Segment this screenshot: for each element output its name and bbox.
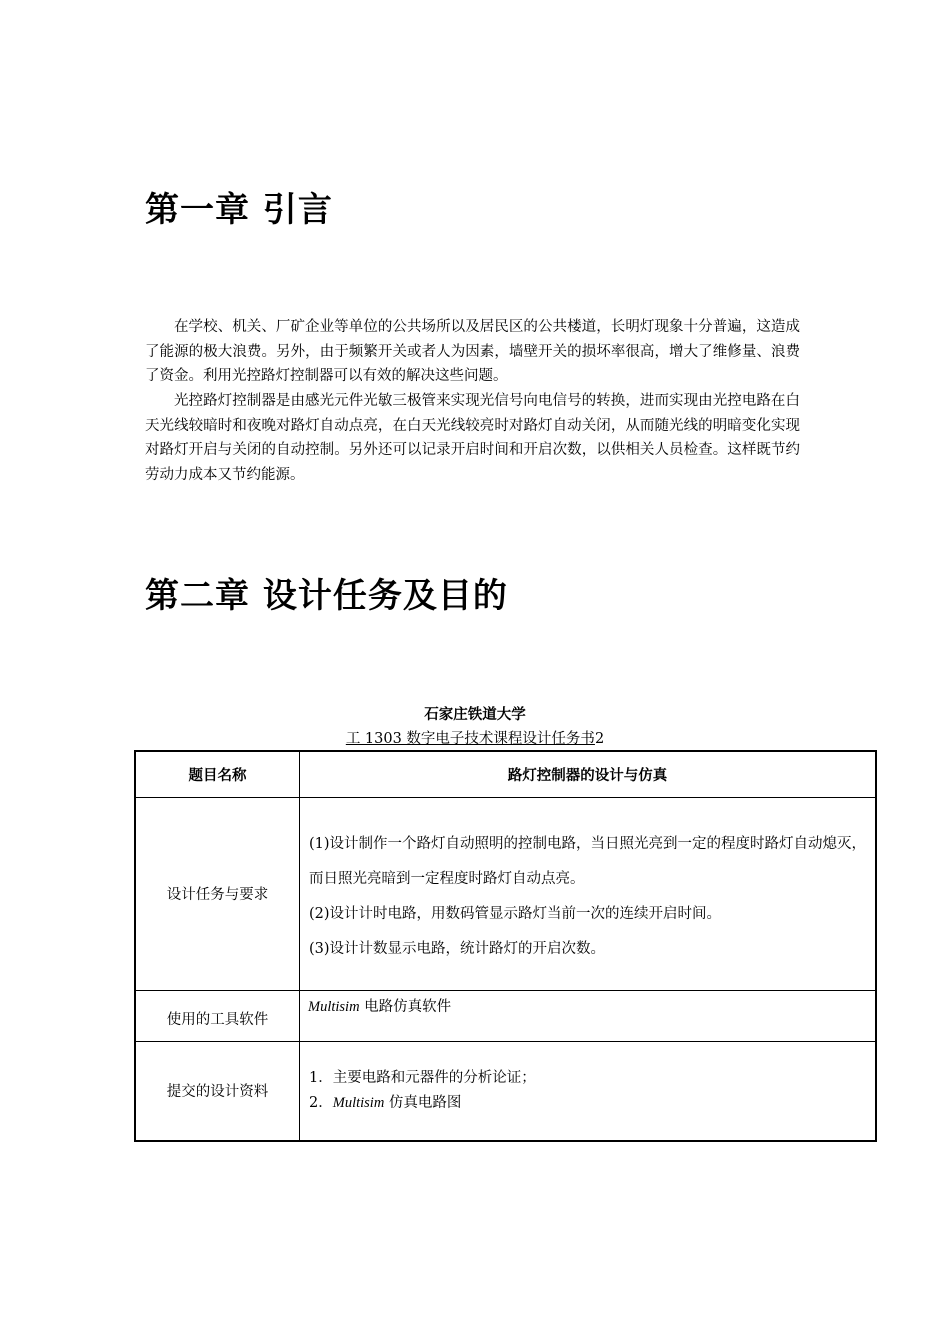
tools-value	[300, 990, 877, 1041]
materials-label: 提交的设计资料	[135, 1041, 300, 1141]
requirements-cell	[300, 797, 877, 990]
chapter-1-title: 第一章 引言	[145, 190, 333, 230]
requirement-item-1: (1)设计制作一个路灯自动照明的控制电路，当日照光亮到一定的程度时路灯自动熄灭，而日照光亮暗到一定程度时路灯自动点亮。	[309, 835, 867, 887]
materials-item-2-prefix: 2．	[309, 1094, 333, 1111]
chapter-1-paragraph-2: 光控路灯控制器是由感光元件光敏三极管来实现光信号向电信号的转换，进而实现由光控电路在白天光线较暗时和夜晚对路灯自动点亮，在白天光线较亮时对路灯自动关闭，从而随光线的明暗变化实现对路灯开启与关闭的自动控制。另外还可以记录开启时间和开启次数，以供相关人员检查。这样既节约劳动力成本又节约能源。	[145, 393, 800, 483]
table-row-requirements	[135, 797, 876, 990]
task-book-table	[134, 750, 877, 1142]
tools-software-name: Multisim	[308, 998, 360, 1015]
requirements-label: 设计任务与要求	[135, 797, 300, 990]
table-row-tools	[135, 990, 876, 1041]
topic-value: 路灯控制器的设计与仿真	[300, 751, 877, 797]
task-book-subtitle-suffix: 2	[594, 731, 605, 747]
materials-item-2-desc: 仿真电路图	[384, 1094, 462, 1111]
tools-software-desc: 电路仿真软件	[359, 998, 452, 1015]
task-book-subtitle	[0, 727, 950, 748]
materials-cell	[300, 1041, 877, 1141]
chapter-2-title: 第二章 设计任务及目的	[145, 576, 508, 616]
table-row-materials	[135, 1041, 876, 1141]
chapter-1-paragraph-1: 在学校、机关、厂矿企业等单位的公共场所以及居民区的公共楼道，长明灯现象十分普遍，这造成了能源的极大浪费。另外，由于频繁开关或者人为因素，墙壁开关的损坏率很高，增大了维修量、浪费了资金。利用光控路灯控制器可以有效的解决这些问题。	[145, 319, 800, 384]
materials-item-2	[300, 1091, 875, 1116]
materials-item-1-text: 1．主要电路和元器件的分析论证；	[309, 1069, 536, 1086]
table-row-topic	[135, 751, 876, 797]
topic-label: 题目名称	[135, 751, 300, 797]
materials-item-1	[300, 1066, 875, 1091]
university-name: 石家庄铁道大学	[424, 707, 526, 723]
tools-label: 使用的工具软件	[135, 990, 300, 1041]
requirement-item-3: (3)设计计数显示电路，统计路灯的开启次数。	[309, 940, 606, 957]
task-book-subtitle-text: 工 1303 数字电子技术课程设计任务书	[345, 731, 595, 747]
requirement-item-2: (2)设计计时电路，用数码管显示路灯当前一次的连续开启时间。	[309, 905, 722, 922]
materials-item-2-software: Multisim	[332, 1094, 385, 1111]
